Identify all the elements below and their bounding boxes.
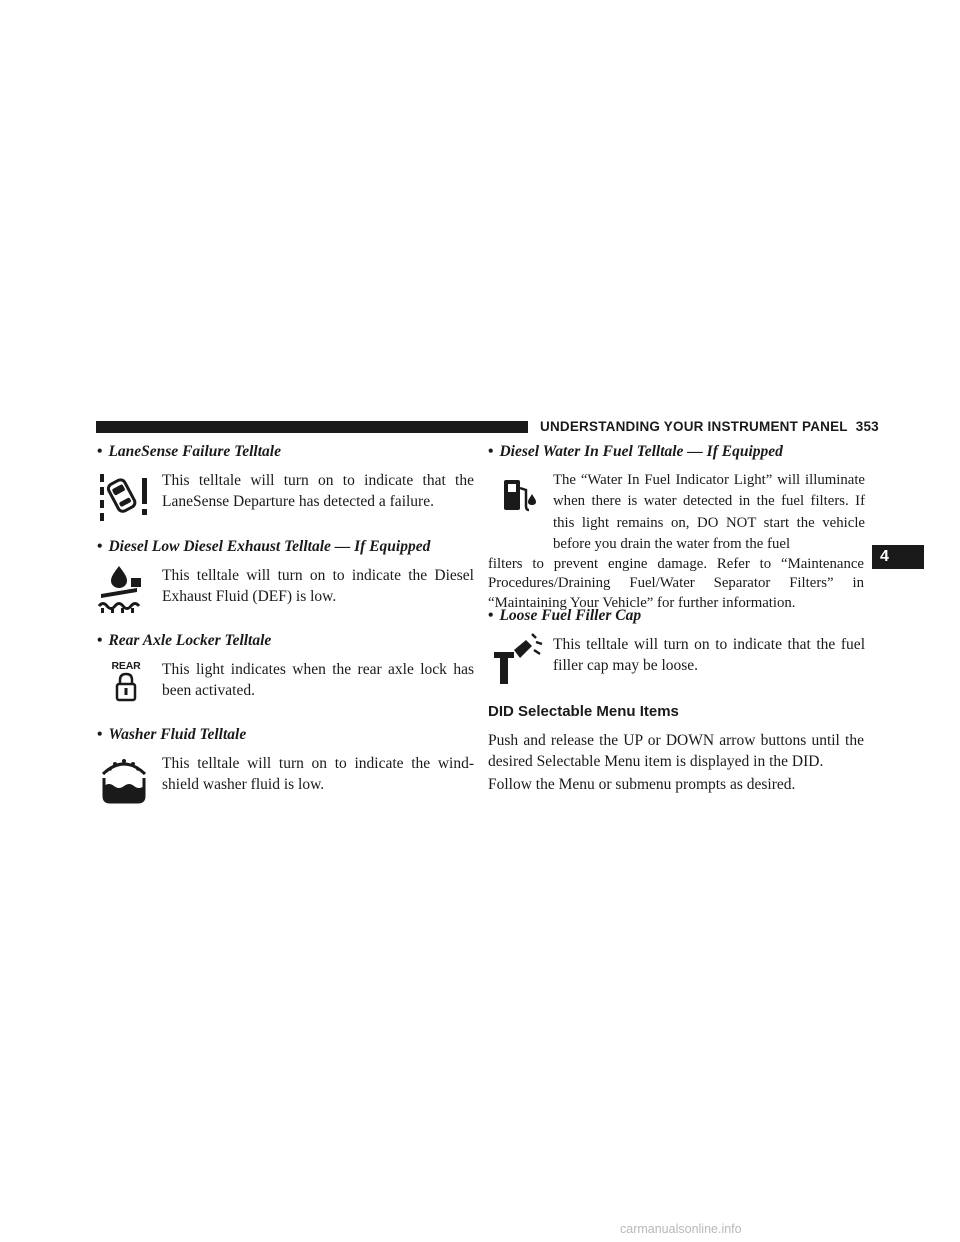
running-header	[540, 419, 879, 434]
did-paragraph-1: Push and release the UP or DOWN arrow buttons until the desired Selectable Menu item is displayed in the DID.	[488, 732, 864, 770]
lanesense-heading: • LaneSense Failure Telltale	[97, 443, 281, 460]
page-number: 353	[855, 419, 879, 434]
washer-fluid-icon	[97, 752, 151, 806]
lanesense-failure-icon	[97, 470, 153, 522]
rear-axle-lock-icon	[108, 660, 144, 702]
header-rule	[96, 421, 528, 433]
loose-fuel-cap-description: This telltale will turn on to indicate that the fuel filler cap may be loose.	[553, 636, 865, 674]
water-in-fuel-description: The “Water In Fuel Indicator Light” will illuminate when there is water detected in the fuel filters. If this light remains on, DO NOT start the vehicle before you drain the water from the fuel	[553, 472, 865, 552]
did-paragraph-2: Follow the Menu or submenu prompts as desired.	[488, 776, 796, 793]
washer-fluid-description: This telltale will turn on to indicate the wind-shield washer fluid is low.	[162, 755, 474, 793]
diesel-exhaust-description: This telltale will turn on to indicate the Diesel Exhaust Fluid (DEF) is low.	[162, 567, 474, 605]
rear-label: REAR	[111, 660, 141, 672]
washer-fluid-heading: • Washer Fluid Telltale	[97, 726, 247, 743]
loose-fuel-cap-icon	[488, 632, 544, 686]
water-in-fuel-icon	[500, 476, 540, 516]
water-in-fuel-continuation: filters to prevent engine damage. Refer to “Maintenance Procedures/Draining Fuel/Water Separator Filters” in “Maintaining Your Vehicle” for further information.	[488, 556, 864, 611]
did-section-title: DID Selectable Menu Items	[488, 703, 679, 720]
rear-axle-description: This light indicates when the rear axle lock has been activated.	[162, 661, 474, 699]
water-in-fuel-heading: • Diesel Water In Fuel Telltale — If Equipped	[488, 443, 783, 460]
lock-icon	[108, 672, 144, 702]
diesel-exhaust-heading: • Diesel Low Diesel Exhaust Telltale — If Equipped	[97, 538, 431, 555]
loose-fuel-cap-heading: • Loose Fuel Filler Cap	[488, 607, 642, 624]
rear-axle-heading: • Rear Axle Locker Telltale	[97, 632, 272, 649]
chapter-tab: 4	[872, 545, 924, 569]
header-section-title: UNDERSTANDING YOUR INSTRUMENT PANEL	[540, 419, 848, 434]
watermark: carmanualsonline.info	[620, 1222, 742, 1236]
lanesense-description: This telltale will turn on to indicate that the LaneSense Departure has detected a failure.	[162, 472, 474, 510]
diesel-exhaust-fluid-icon	[97, 562, 147, 614]
